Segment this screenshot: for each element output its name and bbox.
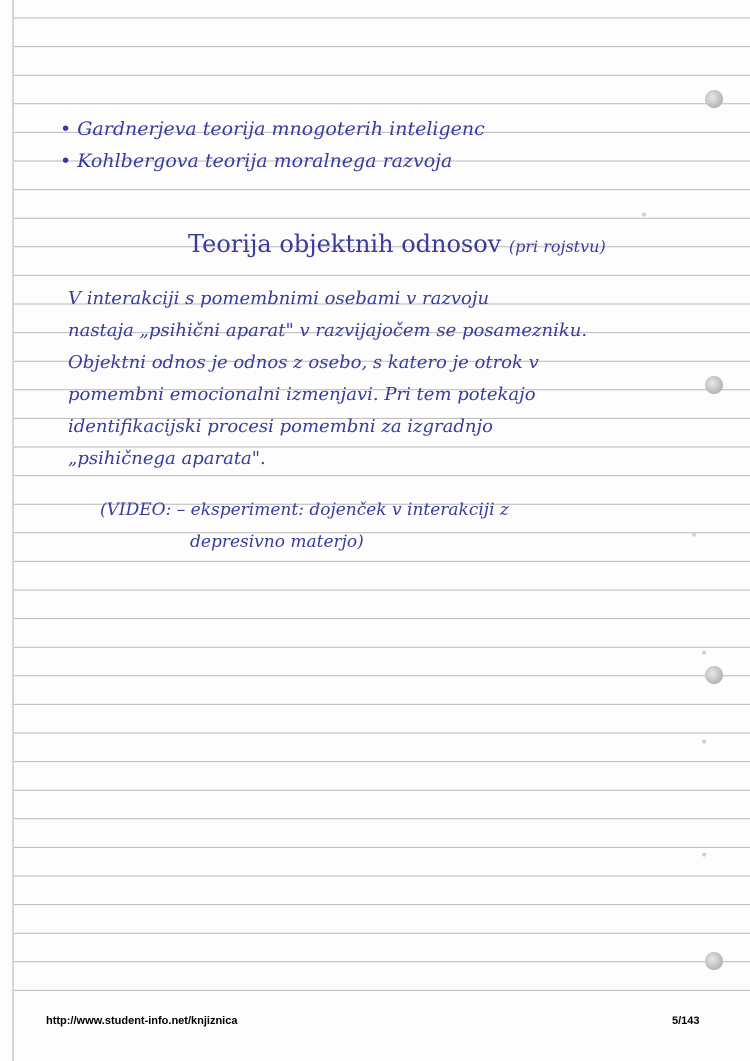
video-line-1: (VIDEO: – eksperiment: dojenček v interakciji z xyxy=(100,500,509,520)
binder-hole xyxy=(705,666,723,684)
bullet-gardner: • Gardnerjeva teorija mnogoterih inteligenc xyxy=(60,118,485,140)
paragraph-line-1: V interakciji s pomembnimi osebami v razvoju xyxy=(68,288,490,309)
section-title-text: Teorija objektnih odnosov xyxy=(188,230,502,258)
show-through-mark: • xyxy=(700,735,709,751)
bullet-text-2: Kohlbergova teorija moralnega razvoja xyxy=(77,150,453,172)
binder-hole xyxy=(705,376,723,394)
paragraph-line-6: „psihičnega aparata". xyxy=(68,448,266,469)
show-through-mark: • xyxy=(700,848,709,864)
video-line-2: depresivno materjo) xyxy=(190,532,364,552)
section-title-note: (pri rojstvu) xyxy=(508,237,606,256)
bullet-text-1: Gardnerjeva teorija mnogoterih inteligenc xyxy=(77,118,485,140)
show-through-mark: • xyxy=(690,528,699,544)
footer-page-number: 5/143 xyxy=(672,1015,700,1027)
binder-hole xyxy=(705,952,723,970)
show-through-mark: • xyxy=(700,646,709,662)
paragraph-line-3: Objektni odnos je odnos z osebo, s katero je otrok v xyxy=(68,352,539,373)
footer-url: http://www.student-info.net/knjiznica xyxy=(46,1015,238,1027)
paragraph-line-5: identifikacijski procesi pomembni za izgradnjo xyxy=(68,416,493,437)
section-title xyxy=(188,230,606,258)
show-through-mark: • xyxy=(640,208,649,224)
bullet-kohlberg: • Kohlbergova teorija moralnega razvoja xyxy=(60,150,453,172)
binder-hole xyxy=(705,90,723,108)
paragraph-line-2: nastaja „psihični aparat" v razvijajočem se posamezniku. xyxy=(68,320,588,341)
paragraph-line-4: pomembni emocionalni izmenjavi. Pri tem potekajo xyxy=(68,384,536,405)
